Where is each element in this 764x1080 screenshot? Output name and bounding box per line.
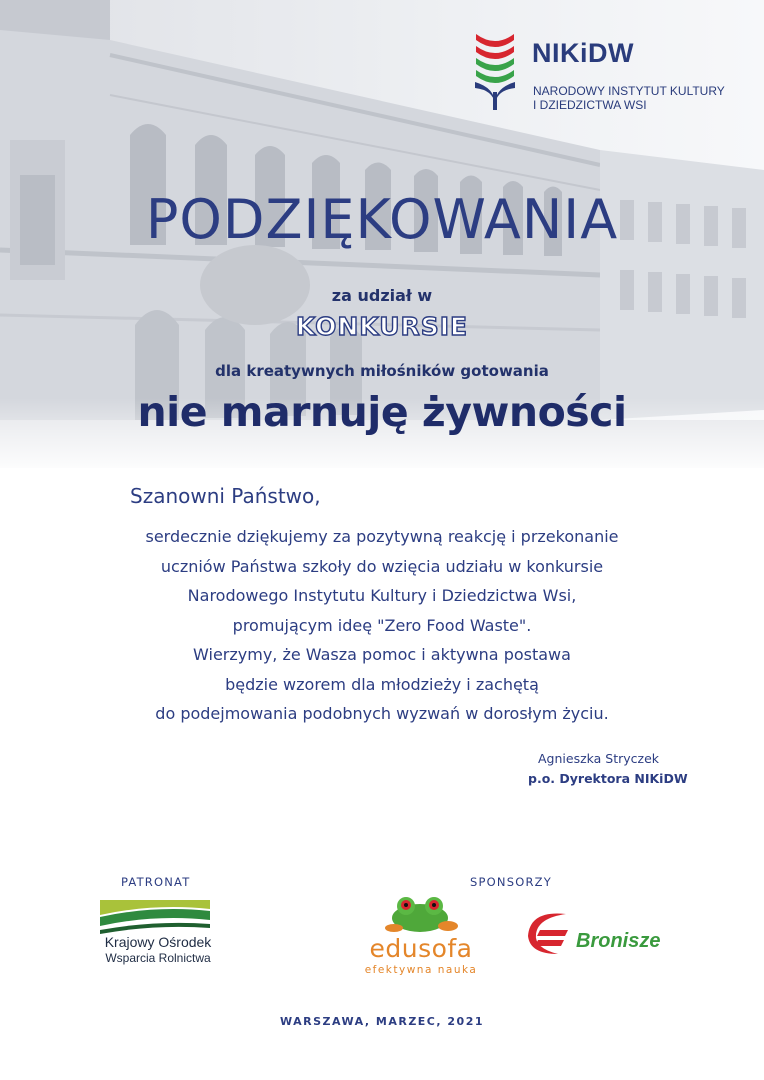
signer-role: p.o. Dyrektora NIKiDW: [528, 771, 688, 786]
kowr-logo: [98, 896, 218, 968]
contest-word: KONKURSIE: [295, 312, 469, 341]
logo-subtitle-line1: NARODOWY INSTYTUT KULTURY: [533, 84, 725, 98]
edusofa-tagline: efektywna nauka: [364, 964, 478, 976]
edusofa-logo: [358, 892, 488, 982]
kowr-line-2: Wsparcia Rolnictwa: [105, 951, 211, 965]
letter-line: Wierzymy, że Wasza pomoc i aktywna postawa: [193, 645, 571, 664]
signature-block: [528, 751, 708, 786]
sponsors-label: SPONSORZY: [470, 875, 552, 889]
bronisze-swoosh-icon: [526, 908, 574, 956]
logo-subtitle-line2: I DZIEDZICTWA WSI: [533, 98, 647, 112]
frog-icon: [358, 892, 484, 936]
patronat-label: PATRONAT: [121, 875, 191, 889]
letter-line: Narodowego Instytutu Kultury i Dziedzictwa Wsi,: [187, 586, 577, 605]
logo-subtitle: [533, 84, 743, 112]
edusofa-name: edusofa: [369, 934, 473, 963]
letter-line: będzie wzorem dla młodzieży i zachętą: [225, 674, 539, 694]
letter-line: promującym ideę "Zero Food Waste".: [232, 615, 532, 635]
nikidw-logo: [472, 30, 742, 120]
place-date: WARSZAWA, MARZEC, 2021: [279, 1015, 485, 1028]
letter-line: do podejmowania podobnych wyzwań w dorosłym życiu.: [155, 704, 609, 723]
page-title: PODZIĘKOWANIA: [145, 188, 619, 251]
logo-name: NIKiDW: [532, 38, 634, 68]
letter-greeting: Szanowni Państwo,: [130, 484, 321, 508]
letter-line: uczniów Państwa szkoły do wzięcia udziału w konkursie: [160, 556, 604, 576]
kowr-line-1: Krajowy Ośrodek: [104, 934, 212, 950]
bronisze-name: Bronisze: [576, 930, 661, 952]
heading-line-1: za udział w: [331, 286, 433, 305]
heading-line-3: dla kreatywnych miłośników gotowania: [215, 362, 549, 380]
kowr-stripes-icon: [98, 896, 218, 934]
bronisze-logo: [526, 908, 686, 958]
signer-name: Agnieszka Stryczek: [538, 751, 660, 766]
nikidw-flower-icon: [472, 30, 518, 112]
contest-slogan: nie marnuję żywności: [137, 388, 627, 436]
letter-line: serdecznie dziękujemy za pozytywną reakcję i przekonanie: [145, 527, 619, 546]
letter-body: [0, 522, 764, 729]
